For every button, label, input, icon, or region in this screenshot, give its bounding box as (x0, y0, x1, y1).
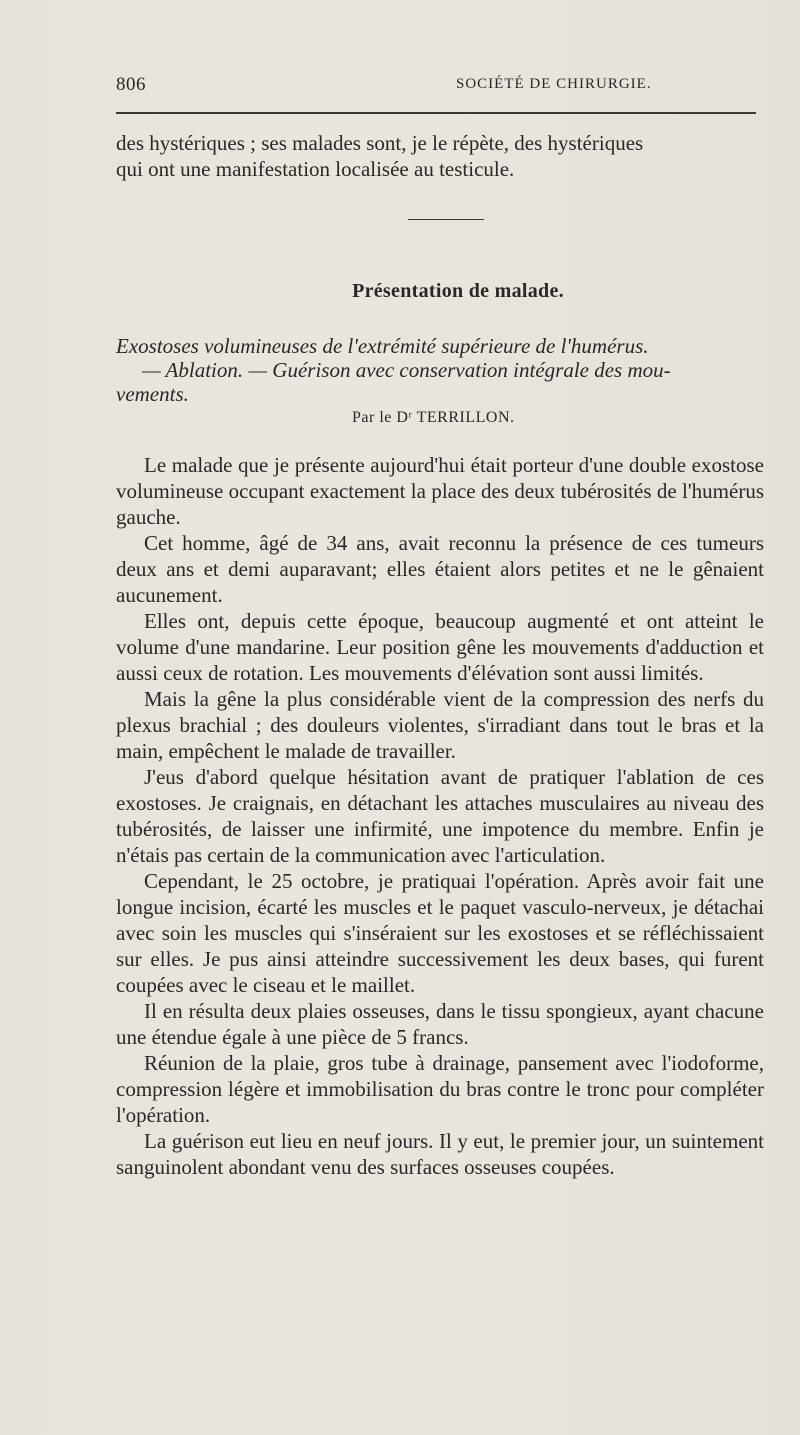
running-title: SOCIÉTÉ DE CHIRURGIE. (456, 76, 652, 92)
page-number: 806 (116, 74, 146, 95)
paragraph: Il en résulta deux plaies osseuses, dans le tissu spongieux, ayant chacune une étendue égale à une pièce de 5 francs. (116, 999, 764, 1049)
intro-text (116, 130, 764, 182)
article-title-line: vements. (116, 382, 189, 406)
header-rule (116, 112, 756, 114)
paragraph: Cet homme, âgé de 34 ans, avait reconnu la présence de ces tumeurs deux ans et demi auparavant; elles étaient alors petites et ne le gênaient aucunement. (116, 531, 764, 607)
article-title-line: Exostoses volumineuses de l'extrémité supérieure de l'humérus. (116, 334, 649, 358)
paragraph: La guérison eut lieu en neuf jours. Il y eut, le premier jour, un suintement sanguinolent abondant venu des surfaces osseuses coupées. (116, 1129, 764, 1179)
section-title: Présentation de malade. (352, 280, 564, 302)
page-header (116, 74, 756, 100)
intro-line: des hystériques ; ses malades sont, je le répète, des hystériques (116, 131, 644, 155)
article-body (116, 452, 764, 1180)
paragraph: Cependant, le 25 octobre, je pratiquai l'opération. Après avoir fait une longue incision, écarté les muscles et le paquet vasculo-nerveux, je détachai avec soin les muscles qui s'inséraient sur les exostoses et se réfléchissaient sur elles. Je pus ainsi atteindre successivement les deux bases, qui furent coupées avec le ciseau et le maillet. (116, 869, 764, 997)
paragraph: J'eus d'abord quelque hésitation avant de pratiquer l'ablation de ces exostoses. Je craignais, en détachant les attaches musculaires au niveau des tubérosités, de laisser une infirmité, une impotence du membre. Enfin je n'étais pas certain de la communication avec l'articulation. (116, 765, 764, 867)
intro-line: qui ont une manifestation localisée au testicule. (116, 157, 515, 181)
paragraph: Mais la gêne la plus considérable vient de la compression des nerfs du plexus brachial ; des douleurs violentes, s'irradiant dans tout le bras et la main, empêchent le malade de travailler. (116, 687, 764, 763)
paragraph: Réunion de la plaie, gros tube à drainage, pansement avec l'iodoforme, compression légère et immobilisation du bras contre le tronc pour compléter l'opération. (116, 1051, 764, 1127)
section-separator (408, 219, 484, 220)
paragraph: Le malade que je présente aujourd'hui était porteur d'une double exostose volumineuse occupant exactement la place des deux tubérosités de l'humérus gauche. (116, 453, 764, 529)
article-title (116, 334, 766, 406)
article-title-line: — Ablation. — Guérison avec conservation intégrale des mou- (142, 358, 671, 382)
paragraph: Elles ont, depuis cette époque, beaucoup augmenté et ont atteint le volume d'une mandarine. Leur position gêne les mouvements d'adduction et aussi ceux de rotation. Les mouvements d'élévation sont aussi limités. (116, 609, 764, 685)
article-author: Par le Dʳ TERRILLON. (352, 409, 515, 426)
